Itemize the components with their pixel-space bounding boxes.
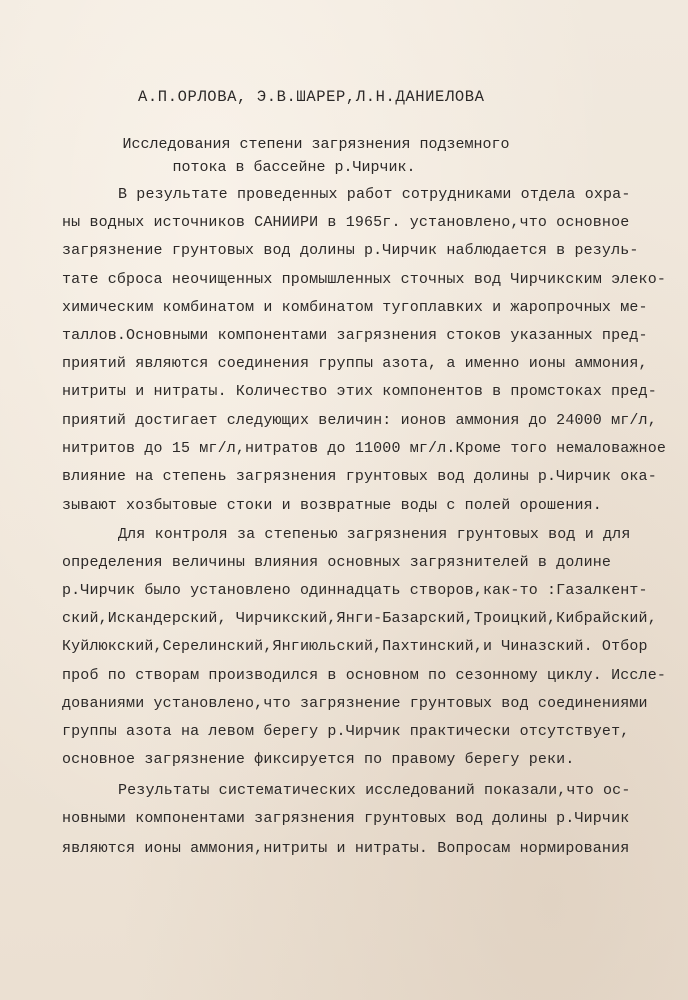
body-line: определения величины влияния основных загрязнителей в долине — [62, 554, 612, 571]
body-line: тате сброса неочищенных промышленных сточных вод Чирчикским элеко- — [62, 271, 666, 288]
body-line: проб по створам производился в основном по сезонному циклу. Иссле- — [62, 667, 666, 684]
body-line: Для контроля за степенью загрязнения грунтовых вод и для — [118, 526, 631, 543]
body-line: ны водных источников САНИИРИ в 1965г. установлено,что основное — [62, 214, 630, 231]
body-line: загрязнение грунтовых вод долины р.Чирчик наблюдается в резуль- — [62, 242, 639, 259]
authors-line: А.П.ОРЛОВА, Э.В.ШАРЕР,Л.Н.ДАНИЕЛОВА — [138, 88, 485, 106]
title-line-2: потока в бассейне р.Чирчик. — [172, 159, 416, 176]
body-line: В результате проведенных работ сотрудниками отдела охра- — [118, 186, 631, 203]
body-line: группы азота на левом берегу р.Чирчик практически отсутствует, — [62, 723, 630, 740]
body-line: таллов.Основными компонентами загрязнения стоков указанных пред- — [62, 327, 648, 344]
body-line: зывают хозбытовые стоки и возвратные воды с полей орошения. — [62, 497, 602, 514]
body-line: р.Чирчик было установлено одиннадцать створов,как-то :Газалкент- — [62, 582, 648, 599]
title-line-1: Исследования степени загрязнения подземного — [122, 136, 510, 153]
body-line: Результаты систематических исследований показали,что ос- — [118, 782, 631, 799]
body-line: приятий достигает следующих величин: ионов аммония до 24000 мг/л, — [62, 412, 657, 429]
body-line: нитриты и нитраты. Количество этих компонентов в промстоках пред- — [62, 383, 657, 400]
body-line: основное загрязнение фиксируется по правому берегу реки. — [62, 751, 575, 768]
body-line: ский,Искандерский, Чирчикский,Янги-Базарский,Троицкий,Кибрайский, — [62, 610, 657, 627]
body-line: дованиями установлено,что загрязнение грунтовых вод соединениями — [62, 695, 648, 712]
body-line: нитритов до 15 мг/л,нитратов до 11000 мг/л.Кроме того немаловажное — [62, 440, 666, 457]
body-line: новными компонентами загрязнения грунтовых вод долины р.Чирчик — [62, 810, 630, 827]
body-line: влияние на степень загрязнения грунтовых вод долины р.Чирчик ока- — [62, 468, 657, 485]
body-line: Куйлюкский,Серелинский,Янгиюльский,Пахтинский,и Чиназский. Отбор — [62, 638, 648, 655]
body-line: химическим комбинатом и комбинатом тугоплавких и жаропрочных ме- — [62, 299, 648, 316]
body-line: являются ионы аммония,нитриты и нитраты. Вопросам нормирования — [62, 840, 630, 857]
body-line: приятий являются соединения группы азота, а именно ионы аммония, — [62, 355, 648, 372]
